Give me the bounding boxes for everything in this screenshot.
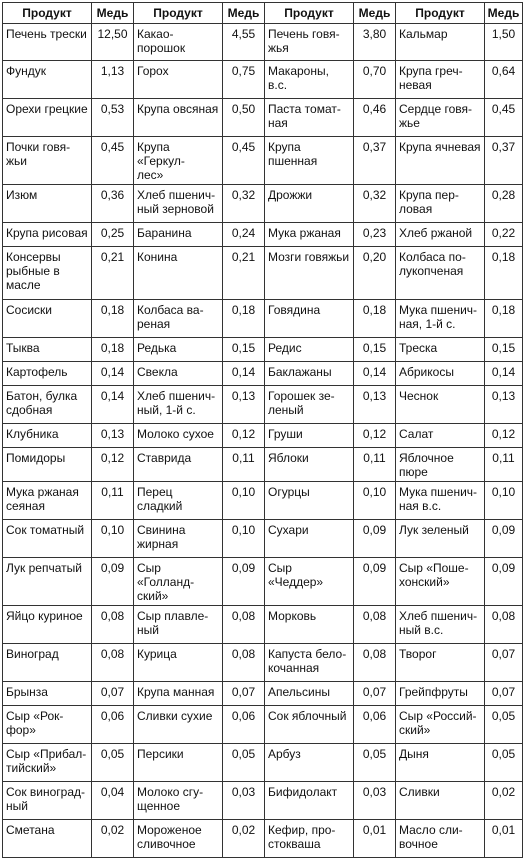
table-body	[3, 24, 523, 858]
product-cell: Хлеб пшенич- ный зерновой	[134, 185, 223, 223]
copper-value-cell: 0,15	[485, 338, 523, 362]
product-cell: Мука пшенич- ная, 1-й с.	[396, 300, 485, 338]
copper-value-cell: 0,05	[485, 706, 523, 744]
copper-value-cell: 0,06	[223, 706, 265, 744]
product-cell: Чеснок	[396, 386, 485, 424]
product-cell: Сердце говя- жье	[396, 99, 485, 137]
column-header-copper: Медь	[223, 3, 265, 24]
table-row	[3, 558, 523, 606]
copper-value-cell: 0,45	[92, 137, 134, 185]
copper-value-cell: 0,09	[485, 558, 523, 606]
product-cell: Сыр «Поше- хонский»	[396, 558, 485, 606]
product-cell: Сливки	[396, 782, 485, 820]
copper-value-cell: 0,08	[92, 644, 134, 682]
copper-value-cell: 0,32	[223, 185, 265, 223]
product-cell: Яйцо куриное	[3, 606, 92, 644]
copper-value-cell: 0,36	[92, 185, 134, 223]
product-cell: Груши	[265, 424, 354, 448]
column-header-product: Продукт	[265, 3, 354, 24]
copper-value-cell: 0,09	[223, 558, 265, 606]
copper-value-cell: 0,23	[354, 223, 396, 247]
copper-value-cell: 0,53	[92, 99, 134, 137]
table-row	[3, 247, 523, 300]
table-row	[3, 744, 523, 782]
copper-value-cell: 0,50	[223, 99, 265, 137]
product-cell: Треска	[396, 338, 485, 362]
product-cell: Свинина жирная	[134, 520, 223, 558]
product-cell: Кальмар	[396, 24, 485, 61]
product-cell: Морковь	[265, 606, 354, 644]
product-cell: Свекла	[134, 362, 223, 386]
product-cell: Макароны, в.с.	[265, 61, 354, 99]
column-header-product: Продукт	[134, 3, 223, 24]
product-cell: Сосиски	[3, 300, 92, 338]
copper-value-cell: 0,12	[485, 424, 523, 448]
copper-value-cell: 0,07	[92, 682, 134, 706]
copper-value-cell: 0,02	[485, 782, 523, 820]
table-row	[3, 362, 523, 386]
copper-value-cell: 0,75	[223, 61, 265, 99]
product-cell: Мука ржаная	[265, 223, 354, 247]
product-cell: Горошек зе- леный	[265, 386, 354, 424]
table-wrapper	[2, 2, 523, 858]
copper-value-cell: 0,12	[354, 424, 396, 448]
product-cell: Почки говя- жьи	[3, 137, 92, 185]
product-cell: Фундук	[3, 61, 92, 99]
copper-value-cell: 0,12	[223, 424, 265, 448]
product-cell: Сок виноград- ный	[3, 782, 92, 820]
copper-value-cell: 0,07	[354, 682, 396, 706]
table-row	[3, 338, 523, 362]
product-cell: Картофель	[3, 362, 92, 386]
copper-value-cell: 0,11	[223, 448, 265, 482]
table-row	[3, 300, 523, 338]
copper-value-cell: 0,45	[485, 99, 523, 137]
product-cell: Колбаса по- лукопченая	[396, 247, 485, 300]
table-row	[3, 61, 523, 99]
table-row	[3, 99, 523, 137]
header-row	[3, 3, 523, 24]
copper-value-cell: 0,09	[485, 520, 523, 558]
copper-value-cell: 0,14	[92, 362, 134, 386]
copper-value-cell: 0,08	[223, 644, 265, 682]
copper-value-cell: 0,28	[485, 185, 523, 223]
copper-value-cell: 0,09	[92, 558, 134, 606]
copper-value-cell: 0,15	[223, 338, 265, 362]
copper-value-cell: 0,07	[223, 682, 265, 706]
product-cell: Кефир, про- стокваша	[265, 820, 354, 858]
product-cell: Тыква	[3, 338, 92, 362]
copper-value-cell: 0,70	[354, 61, 396, 99]
product-cell: Мука ржаная сеяная	[3, 482, 92, 520]
copper-value-cell: 0,05	[354, 744, 396, 782]
copper-value-cell: 0,07	[485, 682, 523, 706]
table-row	[3, 782, 523, 820]
table-row	[3, 820, 523, 858]
product-cell: Баранина	[134, 223, 223, 247]
copper-value-cell: 0,07	[485, 644, 523, 682]
product-cell: Арбуз	[265, 744, 354, 782]
table-row	[3, 137, 523, 185]
copper-value-cell: 0,10	[485, 482, 523, 520]
copper-value-cell: 0,21	[223, 247, 265, 300]
product-cell: Сок томатный	[3, 520, 92, 558]
copper-value-cell: 0,13	[354, 386, 396, 424]
copper-value-cell: 0,11	[485, 448, 523, 482]
product-cell: Ставрида	[134, 448, 223, 482]
product-cell: Огурцы	[265, 482, 354, 520]
product-cell: Сыр плавле- ный	[134, 606, 223, 644]
column-header-product: Продукт	[3, 3, 92, 24]
copper-value-cell: 0,18	[92, 338, 134, 362]
product-cell: Яблочное пюре	[396, 448, 485, 482]
product-cell: Сыр «Рок- фор»	[3, 706, 92, 744]
product-cell: Молоко сухое	[134, 424, 223, 448]
product-cell: Бифидолакт	[265, 782, 354, 820]
copper-value-cell: 3,80	[354, 24, 396, 61]
copper-value-cell: 0,18	[223, 300, 265, 338]
product-cell: Батон, булка сдобная	[3, 386, 92, 424]
product-cell: Крупа пшенная	[265, 137, 354, 185]
product-cell: Курица	[134, 644, 223, 682]
copper-value-cell: 0,09	[354, 520, 396, 558]
table-row	[3, 223, 523, 247]
product-cell: Консервы рыбные в масле	[3, 247, 92, 300]
product-cell: Баклажаны	[265, 362, 354, 386]
copper-value-cell: 0,21	[92, 247, 134, 300]
copper-value-cell: 4,55	[223, 24, 265, 61]
copper-value-cell: 0,12	[92, 448, 134, 482]
copper-value-cell: 0,18	[485, 300, 523, 338]
copper-value-cell: 0,18	[354, 300, 396, 338]
product-cell: Персики	[134, 744, 223, 782]
column-header-product: Продукт	[396, 3, 485, 24]
copper-value-cell: 0,10	[354, 482, 396, 520]
product-cell: Лук зеленый	[396, 520, 485, 558]
copper-value-cell: 0,05	[223, 744, 265, 782]
product-cell: Орехи грецкие	[3, 99, 92, 137]
product-cell: Крупа рисовая	[3, 223, 92, 247]
product-cell: Дыня	[396, 744, 485, 782]
product-cell: Сыр «Россий- ский»	[396, 706, 485, 744]
product-cell: Виноград	[3, 644, 92, 682]
table-row	[3, 386, 523, 424]
product-cell: Сметана	[3, 820, 92, 858]
product-cell: Капуста бело- кочанная	[265, 644, 354, 682]
copper-value-cell: 0,03	[354, 782, 396, 820]
copper-value-cell: 0,05	[485, 744, 523, 782]
copper-value-cell: 0,37	[485, 137, 523, 185]
product-cell: Крупа пер- ловая	[396, 185, 485, 223]
copper-content-table	[2, 2, 523, 858]
product-cell: Мороженое сливочное	[134, 820, 223, 858]
product-cell: Хлеб пшенич- ный, 1-й с.	[134, 386, 223, 424]
column-header-copper: Медь	[485, 3, 523, 24]
product-cell: Апельсины	[265, 682, 354, 706]
table-row	[3, 682, 523, 706]
product-cell: Яблоки	[265, 448, 354, 482]
copper-value-cell: 0,14	[354, 362, 396, 386]
product-cell: Дрожжи	[265, 185, 354, 223]
table-row	[3, 424, 523, 448]
product-cell: Крупа ячневая	[396, 137, 485, 185]
copper-value-cell: 1,13	[92, 61, 134, 99]
product-cell: Творог	[396, 644, 485, 682]
table-row	[3, 520, 523, 558]
copper-value-cell: 0,10	[223, 482, 265, 520]
product-cell: Хлеб пшенич- ный в.с.	[396, 606, 485, 644]
copper-value-cell: 0,09	[354, 558, 396, 606]
copper-value-cell: 0,64	[485, 61, 523, 99]
product-cell: Говядина	[265, 300, 354, 338]
copper-value-cell: 0,03	[223, 782, 265, 820]
product-cell: Изюм	[3, 185, 92, 223]
product-cell: Горох	[134, 61, 223, 99]
table-row	[3, 24, 523, 61]
product-cell: Лук репчатый	[3, 558, 92, 606]
table-row	[3, 706, 523, 744]
product-cell: Молоко сгу- щенное	[134, 782, 223, 820]
copper-value-cell: 0,14	[485, 362, 523, 386]
product-cell: Какао- порошок	[134, 24, 223, 61]
product-cell: Печень говя- жья	[265, 24, 354, 61]
copper-value-cell: 0,13	[223, 386, 265, 424]
copper-value-cell: 0,15	[354, 338, 396, 362]
copper-value-cell: 0,18	[485, 247, 523, 300]
copper-value-cell: 0,08	[354, 606, 396, 644]
copper-value-cell: 0,11	[92, 482, 134, 520]
table-row	[3, 606, 523, 644]
table-row	[3, 448, 523, 482]
product-cell: Хлеб ржаной	[396, 223, 485, 247]
table-row	[3, 644, 523, 682]
product-cell: Крупа овсяная	[134, 99, 223, 137]
product-cell: Сыр «Голланд- ский»	[134, 558, 223, 606]
product-cell: Сок яблочный	[265, 706, 354, 744]
product-cell: Клубника	[3, 424, 92, 448]
product-cell: Крупа манная	[134, 682, 223, 706]
copper-value-cell: 0,10	[223, 520, 265, 558]
copper-value-cell: 0,25	[92, 223, 134, 247]
product-cell: Масло сли- вочное	[396, 820, 485, 858]
copper-value-cell: 0,11	[354, 448, 396, 482]
copper-value-cell: 0,04	[92, 782, 134, 820]
copper-value-cell: 0,14	[92, 386, 134, 424]
copper-value-cell: 0,18	[92, 300, 134, 338]
column-header-copper: Медь	[354, 3, 396, 24]
copper-value-cell: 0,22	[485, 223, 523, 247]
copper-value-cell: 0,01	[485, 820, 523, 858]
product-cell: Абрикосы	[396, 362, 485, 386]
copper-value-cell: 0,20	[354, 247, 396, 300]
product-cell: Мозги говяжьи	[265, 247, 354, 300]
product-cell: Редис	[265, 338, 354, 362]
copper-value-cell: 0,24	[223, 223, 265, 247]
table-row	[3, 482, 523, 520]
copper-value-cell: 0,01	[354, 820, 396, 858]
product-cell: Грейпфруты	[396, 682, 485, 706]
copper-value-cell: 12,50	[92, 24, 134, 61]
product-cell: Помидоры	[3, 448, 92, 482]
table-row	[3, 185, 523, 223]
copper-value-cell: 0,10	[92, 520, 134, 558]
copper-value-cell: 0,46	[354, 99, 396, 137]
copper-value-cell: 0,05	[92, 744, 134, 782]
copper-value-cell: 0,13	[485, 386, 523, 424]
copper-value-cell: 0,14	[223, 362, 265, 386]
product-cell: Сыр «Прибал- тийский»	[3, 744, 92, 782]
product-cell: Сухари	[265, 520, 354, 558]
product-cell: Паста томат- ная	[265, 99, 354, 137]
product-cell: Крупа «Геркул- лес»	[134, 137, 223, 185]
product-cell: Брынза	[3, 682, 92, 706]
product-cell: Сыр «Чеддер»	[265, 558, 354, 606]
copper-value-cell: 0,02	[223, 820, 265, 858]
product-cell: Конина	[134, 247, 223, 300]
copper-value-cell: 0,45	[223, 137, 265, 185]
copper-value-cell: 0,08	[92, 606, 134, 644]
product-cell: Редька	[134, 338, 223, 362]
copper-value-cell: 0,32	[354, 185, 396, 223]
copper-value-cell: 0,06	[92, 706, 134, 744]
column-header-copper: Медь	[92, 3, 134, 24]
copper-value-cell: 0,37	[354, 137, 396, 185]
product-cell: Перец сладкий	[134, 482, 223, 520]
copper-value-cell: 0,08	[223, 606, 265, 644]
product-cell: Сливки сухие	[134, 706, 223, 744]
product-cell: Печень трески	[3, 24, 92, 61]
product-cell: Салат	[396, 424, 485, 448]
product-cell: Крупа греч- невая	[396, 61, 485, 99]
product-cell: Мука пшенич- ная в.с.	[396, 482, 485, 520]
copper-value-cell: 0,13	[92, 424, 134, 448]
copper-value-cell: 0,06	[354, 706, 396, 744]
product-cell: Колбаса ва- реная	[134, 300, 223, 338]
copper-value-cell: 0,08	[485, 606, 523, 644]
copper-value-cell: 0,08	[354, 644, 396, 682]
copper-value-cell: 1,50	[485, 24, 523, 61]
copper-value-cell: 0,02	[92, 820, 134, 858]
